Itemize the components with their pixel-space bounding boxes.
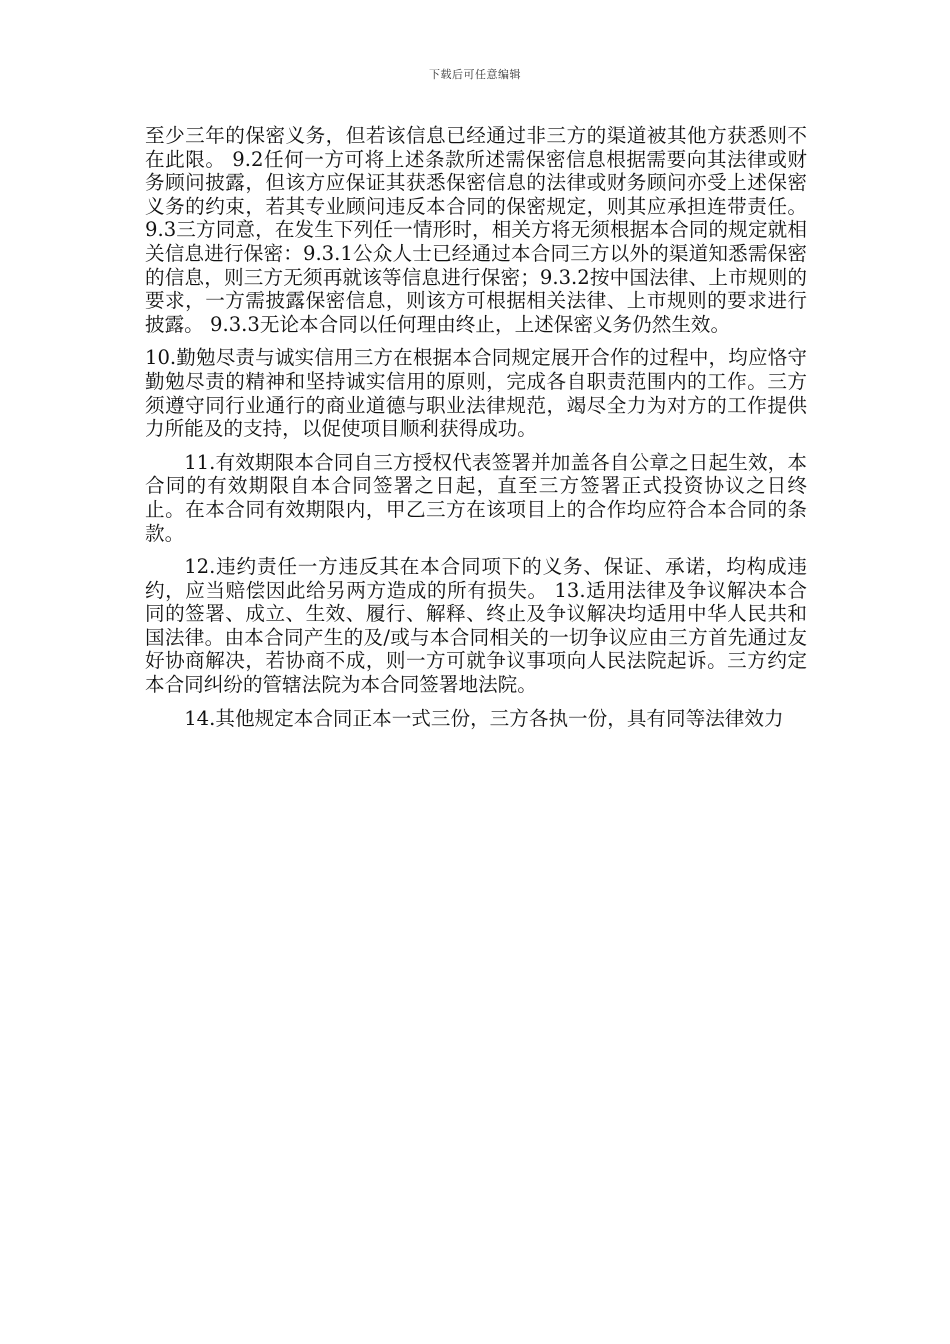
document-body: [145, 124, 807, 740]
paragraph-diligence: 10.勤勉尽责与诚实信用三方在根据本合同规定展开合作的过程中，均应恪守勤勉尽责的精神和坚持诚实信用的原则，完成各自职责范围内的工作。三方须遵守同行业通行的商业道德与职业法律规范，竭尽全力为对方的工作提供力所能及的支持，以促使项目顺利获得成功。: [145, 346, 807, 441]
paragraph-liability-law: 12.违约责任一方违反其在本合同项下的义务、保证、承诺，均构成违约，应当赔偿因此给另两方造成的所有损失。 13.适用法律及争议解决本合同的签署、成立、生效、履行、解释、终止及争议解决均适用中华人民共和国法律。由本合同产生的及/或与本合同相关的一切争议应由三方首先通过友好协商解决，若协商不成，则一方可就争议事项向人民法院起诉。三方约定本合同纠纷的管辖法院为本合同签署地法院。: [145, 555, 807, 697]
paragraph-other-provisions: 14.其他规定本合同正本一式三份，三方各执一份，具有同等法律效力: [184, 706, 784, 730]
paragraph-validity: 11.有效期限本合同自三方授权代表签署并加盖各自公章之日起生效，本合同的有效期限自本合同签署之日起，直至三方签署正式投资协议之日终止。在本合同有效期限内，甲乙三方在该项目上的合作均应符合本合同的条款。: [145, 450, 807, 545]
page-header: 下载后可任意编辑: [429, 68, 521, 81]
paragraph-confidentiality: 至少三年的保密义务，但若该信息已经通过非三方的渠道被其他方获悉则不在此限。 9.2任何一方可将上述条款所述需保密信息根据需要向其法律或财务顾问披露，但该方应保证其获悉保密信息的法律或财务顾问亦受上述保密义务的约束，若其专业顾问违反本合同的保密规定，则其应承担连带责任。 9.3三方同意，在发生下列任一情形时，相关方将无须根据本合同的规定就相关信息进行保密：9.3.1公众人士已经通过本合同三方以外的渠道知悉需保密的信息，则三方无须再就该等信息进行保密；9.3.2按中国法律、上市规则的要求，一方需披露保密信息，则该方可根据相关法律、上市规则的要求进行披露。 9.3.3无论本合同以任何理由终止，上述保密义务仍然生效。: [145, 124, 807, 336]
